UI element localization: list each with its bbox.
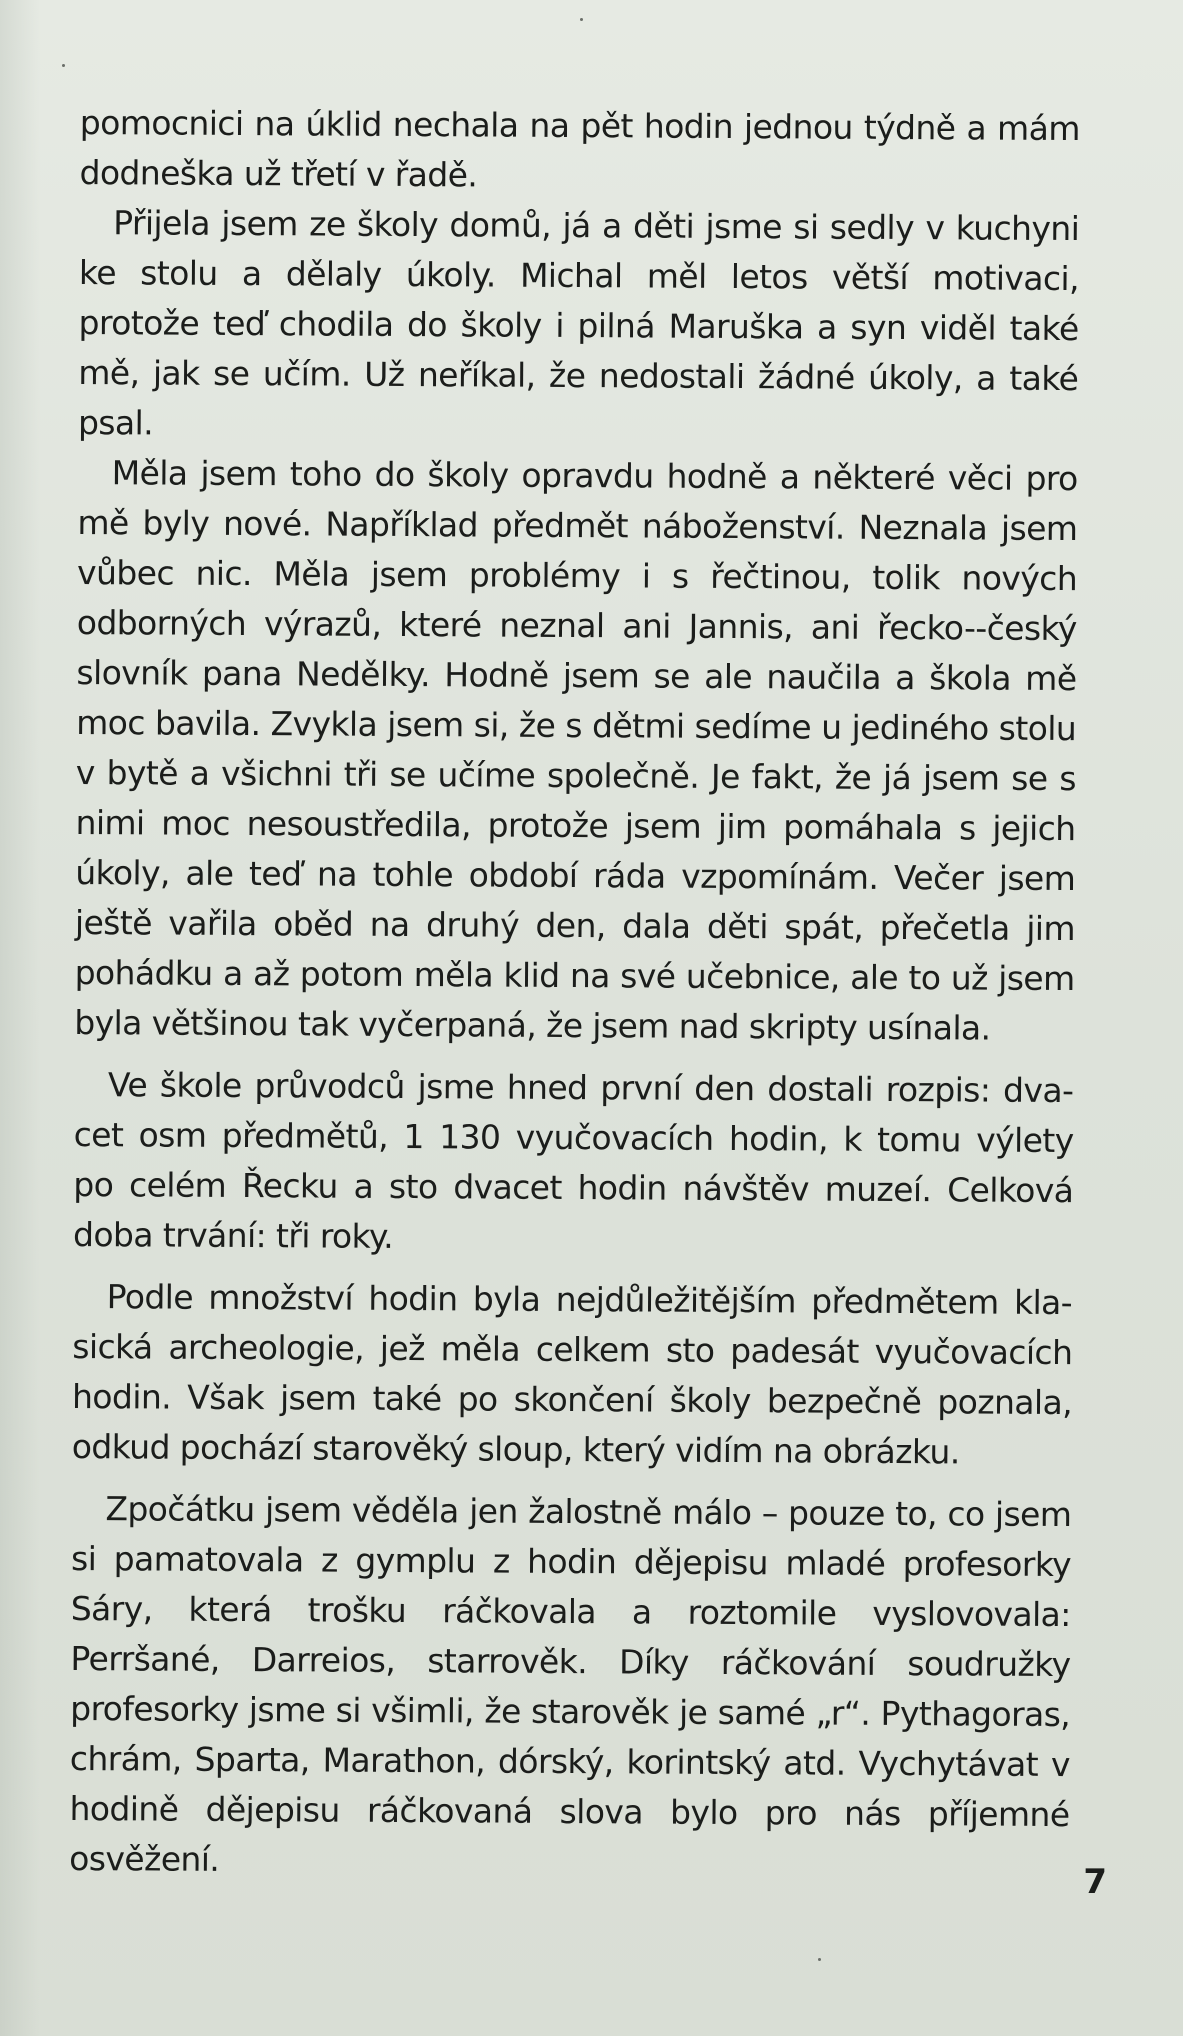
page-number: 7	[1083, 1862, 1107, 1902]
body-text	[69, 98, 1080, 1890]
paragraph-5: Podle množství hodin byla nejdůležitějším předmětem klasická archeologie, jež měla celkem sto padesát vyučovacích hodin. Však jsem také po skončení školy bezpečně poznala, odkud pochází starověký sloup, který vidím na obrázku.	[71, 1277, 1073, 1472]
paper-speck	[62, 64, 65, 67]
paragraph-2: Přijela jsem ze školy domů, já a děti jsme si sedly v kuchyni ke stolu a dělaly úkoly. Michal měl letos větší motivaci, protože teď chodila do školy i pilná Maruška a syn viděl také mě, jak se učím. Už neříkal, že nedostali žádné úkoly, a také psal.	[77, 203, 1080, 443]
paper-speck	[818, 1958, 821, 1961]
paragraph-1: pomocnici na úklid nechala na pět hodin jednou týdně a mám dodneška už třetí v řadě.	[79, 102, 1080, 195]
paper-speck	[580, 18, 583, 21]
paragraph-3: Měla jsem toho do školy opravdu hodně a některé věci pro mě byly nové. Například předmět náboženství. Neznala jsem vůbec nic. Měla jsem problémy i s řečtinou, tolik nových odborných výrazů, které neznal ani Jannis, ani řecko--český slovník pana Nedělky. Hodně jsem se ale naučila a škola mě moc bavila. Zvykla jsem si, že s dětmi sedíme u jediného stolu v bytě a všichni tři se učíme společně. Je fakt, že já jsem se s nimi moc nesoustředila, protože jsem jim pomáhala s jejich úkoly, ale teď na tohle období ráda vzpomínám. Večer jsem ještě vařila oběd na druhý den, dala děti spát, přečetla jim pohádku a až potom měla klid na své učebnice, ale to už jsem byla většinou tak vyčerpaná, že jsem nad skripty usínala.	[74, 453, 1078, 1048]
paragraph-6: Zpočátku jsem věděla jen žalostně málo – pouze to, co jsem si pamatovala z gymplu z hodin dějepisu mladé profesorky Sáry, která trošku ráčkovala a roztomile vyslovovala: Perršané, Darreios, starrověk. Díky ráčkování soudružky profesorky jsme si všimli, že starověk je samé „r“. Pythagoras, chrám, Sparta, Marathon, dórský, korintský atd. Vychytávat v hodině dějepisu ráčkovaná slova bylo pro nás příjemné osvěžení.	[69, 1489, 1072, 1879]
paragraph-4: Ve škole průvodců jsme hned první den dostali rozpis: dvacet osm předmětů, 1 130 vyučovacích hodin, k tomu výlety po celém Řecku a sto dvacet hodin návštěv muzeí. Celková doba trvání: tři roky.	[72, 1065, 1075, 1256]
